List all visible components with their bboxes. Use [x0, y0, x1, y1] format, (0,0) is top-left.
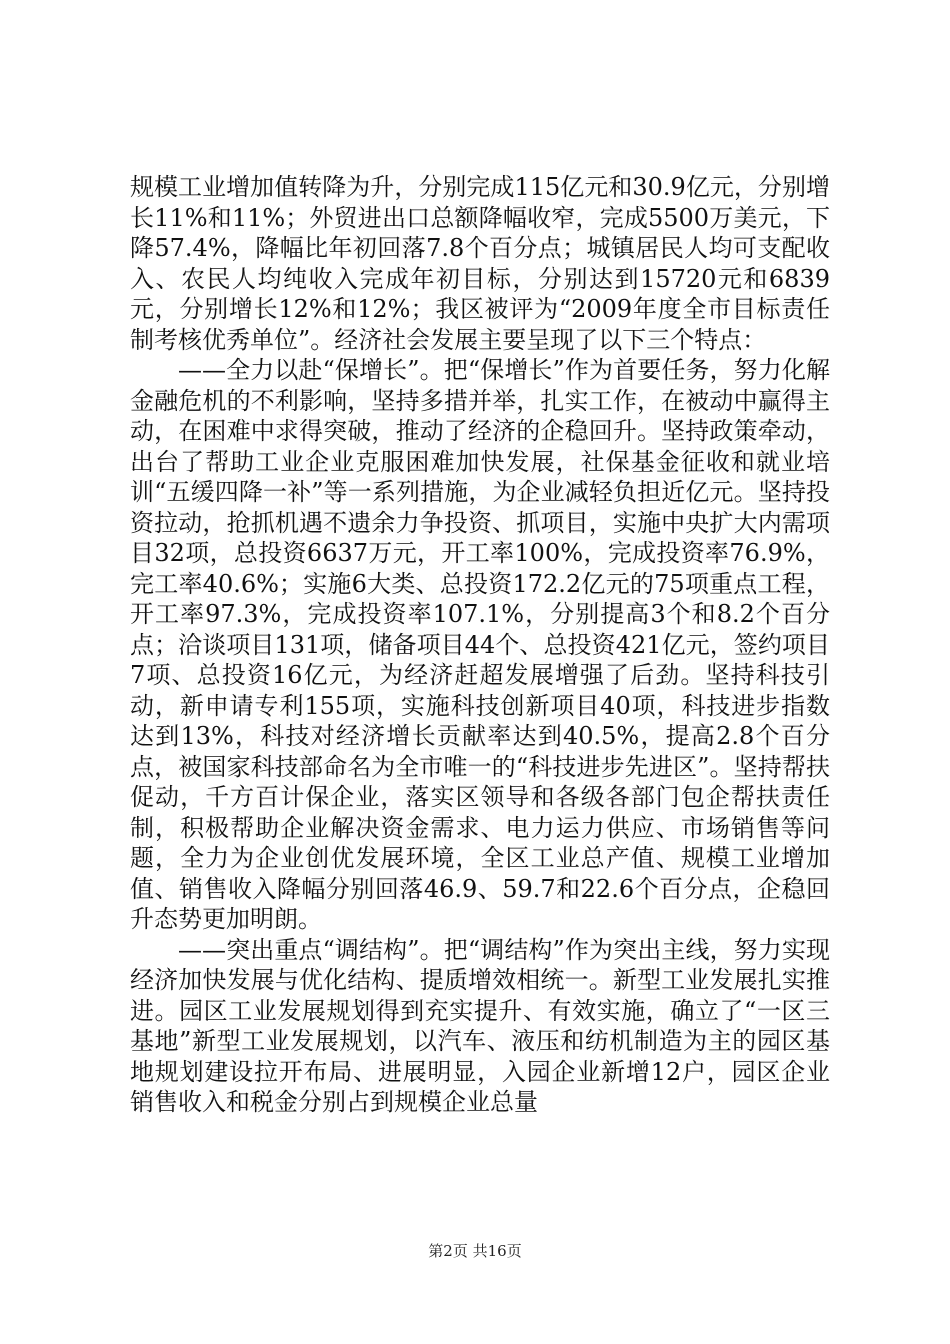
- body-text: [130, 172, 830, 1118]
- page-footer: 第2页 共16页: [428, 1242, 522, 1260]
- paragraph-1: 规模工业增加值转降为升，分别完成115亿元和30.9亿元，分别增长11%和11%；外贸进出口总额降幅收窄，完成5500万美元，下降57.4%，降幅比年初回落7.8个百分点；城镇居民人均可支配收入、农民人均纯收入完成年初目标，分别达到15720元和6839元，分别增长12%和12%；我区被评为“2009年度全市目标责任制考核优秀单位”。经济社会发展主要呈现了以下三个特点：: [130, 173, 830, 354]
- paragraph-3: ——突出重点“调结构”。把“调结构”作为突出主线，努力实现经济加快发展与优化结构、提质增效相统一。新型工业发展扎实推进。园区工业发展规划得到充实提升、有效实施，确立了“一区三基地”新型工业发展规划，以汽车、液压和纺机制造为主的园区基地规划建设拉开布局、进展明显，入园企业新增12户，园区企业销售收入和税金分别占到规模企业总量: [130, 935, 830, 1116]
- paragraph-2: ——全力以赴“保增长”。把“保增长”作为首要任务，努力化解金融危机的不利影响，坚持多措并举，扎实工作，在被动中赢得主动，在困难中求得突破，推动了经济的企稳回升。坚持政策牵动，出台了帮助工业企业克服困难加快发展，社保基金征收和就业培训“五缓四降一补”等一系列措施，为企业减轻负担近亿元。坚持投资拉动，抢抓机遇不遗余力争投资、抓项目，实施中央扩大内需项目32项，总投资6637万元，开工率100%，完成投资率76.9%，完工率40.6%；实施6大类、总投资172.2亿元的75项重点工程，开工率97.3%，完成投资率107.1%，分别提高3个和8.2个百分点；洽谈项目131项，储备项目44个、总投资421亿元，签约项目7项、总投资16亿元，为经济赶超发展增强了后劲。坚持科技引动，新申请专利155项，实施科技创新项目40项，科技进步指数达到13%，科技对经济增长贡献率达到40.5%，提高2.8个百分点，被国家科技部命名为全市唯一的“科技进步先进区”。坚持帮扶促动，千方百计保企业，落实区领导和各级各部门包企帮扶责任制，积极帮助企业解决资金需求、电力运力供应、市场销售等问题，全力为企业创优发展环境，全区工业总产值、规模工业增加值、销售收入降幅分别回落46.9、59.7和22.6个百分点，企稳回升态势更加明朗。: [130, 356, 830, 933]
